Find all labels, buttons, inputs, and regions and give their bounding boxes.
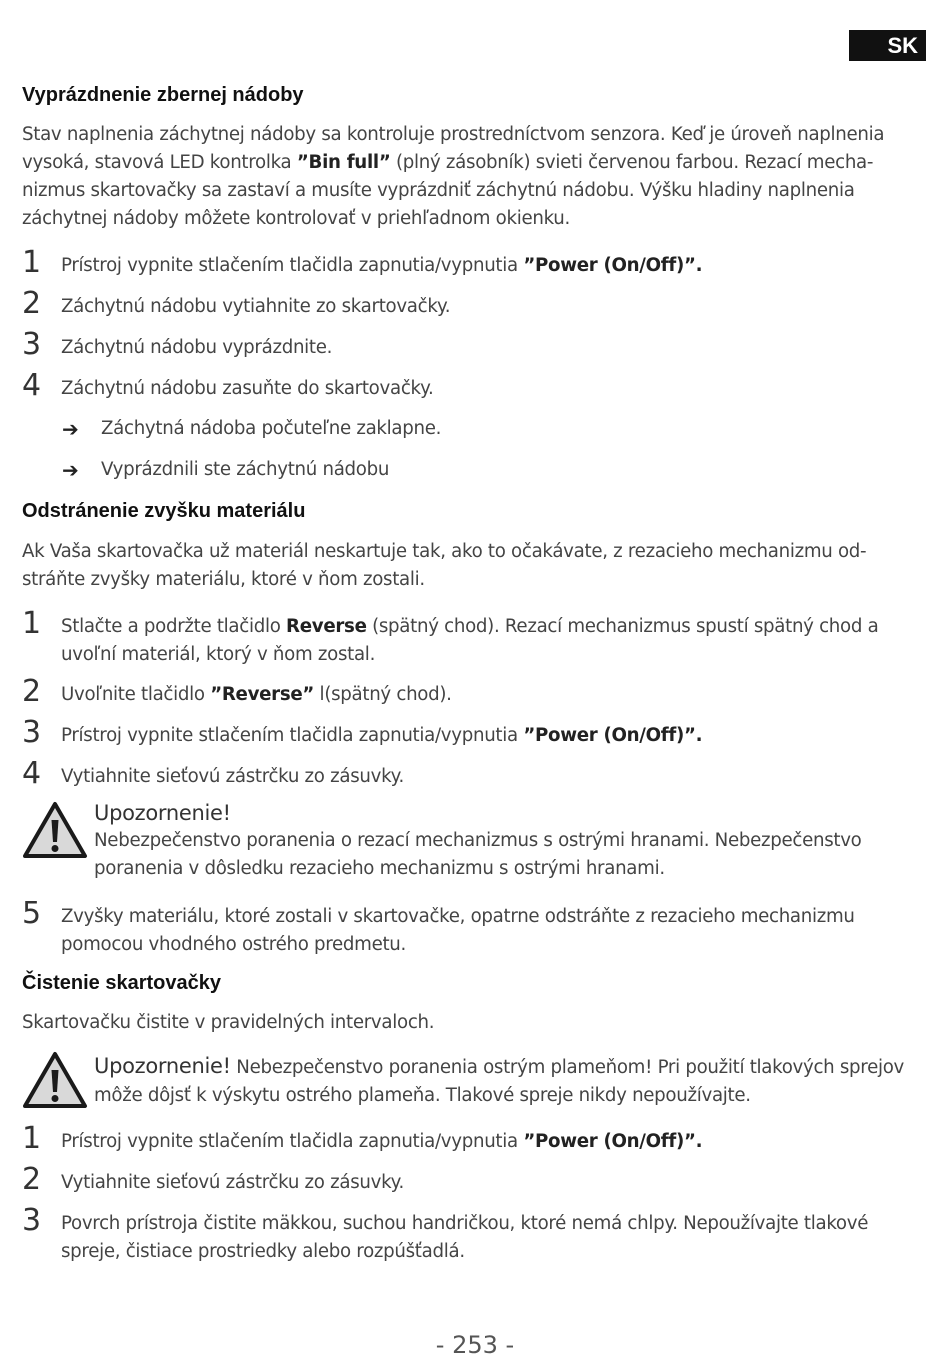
step-text: Povrch prístroja čistite mäkkou, suchou handričkou, ktoré nemá chlpy. Nepoužívajte tlakové spreje, čistiace prostriedky alebo rozpúšťadlá. [61, 1213, 869, 1262]
step-number: 3 [22, 1203, 42, 1238]
result-text: Vyprázdnili ste záchytnú nádobu [101, 459, 390, 480]
step-number: 2 [22, 674, 42, 709]
section-heading-cleaning: Čistenie skartovačky [22, 972, 222, 994]
step-text: Prístroj vypnite stlačením tlačidla zapnutia/vypnutia ”Power (On/Off)”. [61, 725, 703, 746]
step-number: 1 [22, 606, 42, 641]
step-number: 1 [22, 1121, 42, 1156]
step-number: 2 [22, 1162, 42, 1197]
page-number: - 253 - [435, 1331, 515, 1359]
step-text: Uvoľnite tlačidlo ”Reverse” l(spätný chod). [61, 684, 452, 705]
result-text: Záchytná nádoba počuteľne zaklapne. [101, 418, 442, 439]
step-number: 4 [22, 756, 42, 791]
step-number: 5 [22, 896, 42, 931]
step-number: 3 [22, 715, 42, 750]
step-number: 1 [22, 245, 42, 280]
warning-text: Nebezpečenstvo poranenia ostrým plameňom! Pri použití tlakových sprejov môže dôjsť k výskytu ostrého plameňa. Tlakové spreje nikdy nepoužívajte. [94, 1057, 904, 1106]
step-text: Prístroj vypnite stlačením tlačidla zapnutia/vypnutia ”Power (On/Off)”. [61, 1131, 703, 1152]
step-text: Vytiahnite sieťovú zástrčku zo zásuvky. [61, 766, 405, 787]
warning-block [94, 799, 927, 883]
arrow-right-icon: ➔ [62, 458, 79, 482]
step-text: Záchytnú nádobu vytiahnite zo skartovačky. [61, 296, 451, 317]
step-text: Stlačte a podržte tlačidlo Reverse (spätný chod). Rezací mechanizmus spustí spätný chod a uvoľní materiál, ktorý v ňom zostal. [61, 616, 879, 665]
step-text: Zvyšky materiálu, ktoré zostali v skartovačke, opatrne odstráňte z rezacieho mechanizmu pomocou vhodného ostrého predmetu. [61, 906, 855, 955]
warning-triangle-icon [22, 800, 88, 860]
section-intro-remove-material: Ak Vaša skartovačka už materiál neskartuje tak, ako to očakávate, z rezacieho mechanizmu od-stráňte zvyšky materiálu, ktoré v ňom zostali. [22, 541, 867, 590]
step-number: 4 [22, 368, 42, 403]
warning-title: Upozornenie! [94, 1054, 231, 1078]
warning-title: Upozornenie! [94, 801, 231, 825]
warning-block [94, 1052, 927, 1110]
arrow-right-icon: ➔ [62, 417, 79, 441]
step-text: Vytiahnite sieťovú zástrčku zo zásuvky. [61, 1172, 405, 1193]
step-number: 2 [22, 286, 42, 321]
section-intro-empty-bin: Stav naplnenia záchytnej nádoby sa kontroluje prostredníctvom senzora. Keď je úroveň naplnenia vysoká, stavová LED kontrolka ”Bin full” (plný zásobník) svieti červenou farbou. Rezací mecha-nizmus skartovačky sa zastaví a musíte vyprázdniť záchytnú nádobu. Výšku hladiny naplnenia záchytnej nádoby môžete kontrolovať v priehľadnom okienku. [22, 124, 885, 229]
language-badge: SK [849, 30, 926, 61]
section-intro-cleaning: Skartovačku čistite v pravidelných intervaloch. [22, 1012, 435, 1033]
step-text: Záchytnú nádobu zasuňte do skartovačky. [61, 378, 434, 399]
section-heading-remove-material: Odstránenie zvyšku materiálu [22, 500, 306, 522]
step-number: 3 [22, 327, 42, 362]
warning-triangle-icon [22, 1050, 88, 1110]
step-text: Záchytnú nádobu vyprázdnite. [61, 337, 333, 358]
step-text: Prístroj vypnite stlačením tlačidla zapnutia/vypnutia ”Power (On/Off)”. [61, 255, 703, 276]
warning-text: Nebezpečenstvo poranenia o rezací mechanizmus s ostrými hranami. Nebezpečenstvo poranenia v dôsledku rezacieho mechanizmu s ostrými hranami. [94, 830, 862, 879]
section-heading-empty-bin: Vyprázdnenie zbernej nádoby [22, 84, 304, 106]
